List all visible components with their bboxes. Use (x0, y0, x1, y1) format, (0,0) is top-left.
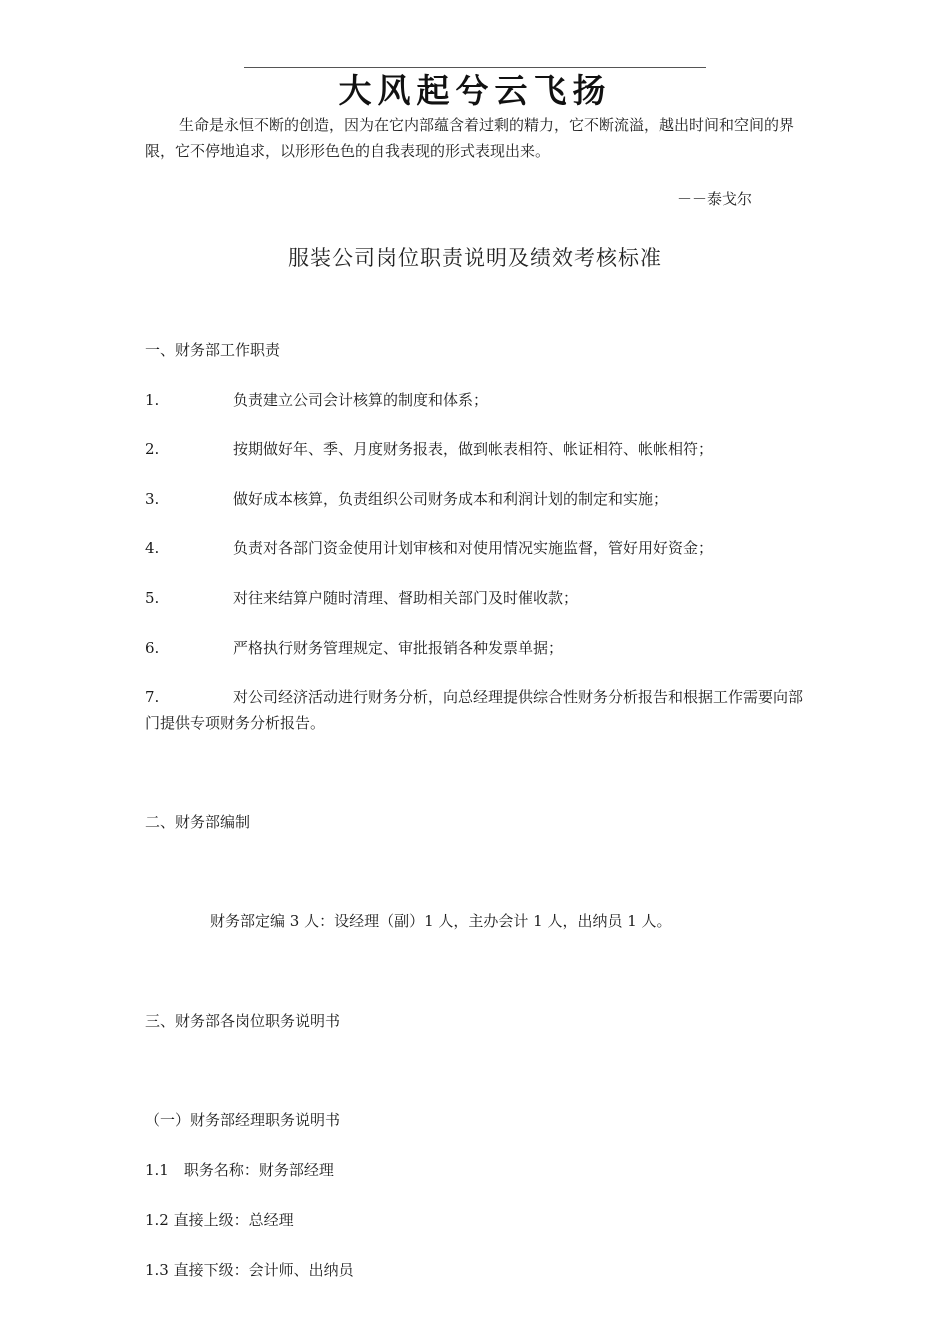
list-item (145, 585, 578, 611)
document-title: 服装公司岗位职责说明及绩效考核标准 (288, 246, 662, 270)
item-number: 4. (145, 539, 160, 557)
item-text: 按期做好年、季、月度财务报表，做到帐表相符、帐证相符、帐帐相符； (233, 440, 714, 458)
job-field-line: 1.2 直接上级：总经理 (145, 1211, 294, 1229)
item-number: 6. (145, 639, 160, 657)
list-item (145, 436, 713, 462)
section1-heading: 一、财务部工作职责 (145, 341, 281, 359)
item-text: 做好成本核算，负责组织公司财务成本和利润计划的制定和实施； (233, 490, 669, 508)
item-number: 2. (145, 440, 160, 458)
list-item (145, 486, 668, 512)
list-item (145, 635, 563, 661)
list-item (145, 535, 713, 561)
quote-text: 生命是永恒不断的创造，因为在它内部蕴含着过剩的精力，它不断流溢，越出时间和空间的界限，它不停地追求，以形形色色的自我表现的形式表现出来。 (145, 116, 795, 160)
section2-body: 财务部定编 3 人：设经理（副）1 人，主办会计 1 人，出纳员 1 人。 (210, 912, 672, 930)
item-text: 对公司经济活动进行财务分析，向总经理提供综合性财务分析报告和根据工作需要向部门提供专项财务分析报告。 (145, 688, 804, 732)
item-number: 5. (145, 589, 160, 607)
banner-calligraphy: 大风起兮云飞扬 (244, 67, 706, 109)
item-text: 对往来结算户随时清理、督助相关部门及时催收款； (233, 589, 579, 607)
job-field-line: 1.3 直接下级：会计师、出纳员 (145, 1261, 354, 1279)
list-item (145, 684, 810, 736)
job-field-line: 1.1 职务名称：财务部经理 (145, 1161, 334, 1179)
item-number: 3. (145, 490, 160, 508)
list-item (145, 387, 488, 413)
section3-heading: 三、财务部各岗位职务说明书 (145, 1012, 341, 1030)
item-text: 负责建立公司会计核算的制度和体系； (233, 391, 489, 409)
section2-heading: 二、财务部编制 (145, 813, 251, 831)
item-number: 7. (145, 688, 160, 706)
item-text: 严格执行财务管理规定、审批报销各种发票单据； (233, 639, 564, 657)
item-text: 负责对各部门资金使用计划审核和对使用情况实施监督，管好用好资金； (233, 539, 714, 557)
section3-subheading: （一）财务部经理职务说明书 (145, 1111, 341, 1129)
quote-author: －－泰戈尔 (677, 190, 753, 208)
item-number: 1. (145, 391, 160, 409)
